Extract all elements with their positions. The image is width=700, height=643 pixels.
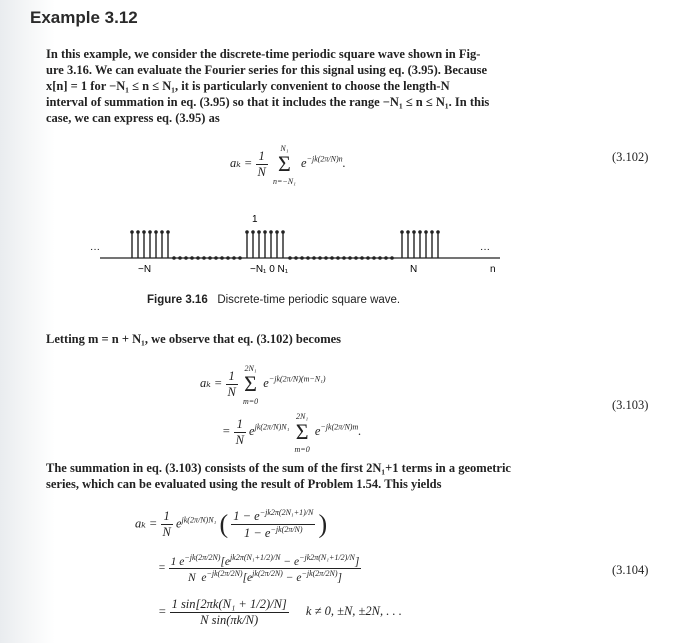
tick-label-minus-n: −N xyxy=(138,264,152,275)
stem-marker xyxy=(154,230,158,234)
zero-sample xyxy=(208,256,212,260)
stem-marker xyxy=(166,230,170,234)
stem-marker xyxy=(400,230,404,234)
equation-3-102: aₖ = $\frac{1}{N}$ N₁ Σ n=−N₁ $e^{-jk(2\pi/N)n}$. xyxy=(230,140,346,188)
intro-line: case, we can express eq. (3.95) as xyxy=(46,111,220,125)
zero-sample xyxy=(178,256,182,260)
zero-sample xyxy=(294,256,298,260)
stem-marker xyxy=(245,230,249,234)
intro-line: interval of summation in eq. (3.95) so that it includes the range −N₁ ≤ n ≤ N₁. In this xyxy=(46,95,490,109)
peak-label: 1 xyxy=(252,214,258,225)
stem-marker xyxy=(281,230,285,234)
zero-sample xyxy=(312,256,316,260)
equation-3-104-line3: = $\frac{\text{1 sin[2πk(N₁ + 1/2)/N]}}{\text{N sin(πk/N)}}$ k ≠ 0, ±N, ±2N, . . . xyxy=(158,597,402,627)
ellipsis-left: ··· xyxy=(90,244,100,255)
equation-number: (3.103) xyxy=(612,398,649,412)
stem-marker xyxy=(142,230,146,234)
zero-sample xyxy=(184,256,188,260)
equation-number: (3.104) xyxy=(612,563,649,577)
equation-3-103-line1: aₖ = $\frac{1}{N}$ 2N₁ Σ m=0 $e^{-jk(2\pi/N)(m-N_1)}$ xyxy=(200,360,326,408)
zero-sample xyxy=(360,256,364,260)
summation-symbol: 2N₁ Σ m=0 xyxy=(242,364,259,406)
intro-paragraph xyxy=(46,46,489,126)
zero-sample xyxy=(306,256,310,260)
zero-sample xyxy=(220,256,224,260)
paragraph-geometric-series: The summation in eq. (3.103) consists of the sum of the first 2N₁+1 terms in a geometric series, which can be evaluated using the result of Problem 1.54. This yields xyxy=(46,461,511,491)
zero-sample xyxy=(190,256,194,260)
zero-sample xyxy=(238,256,242,260)
zero-sample xyxy=(214,256,218,260)
zero-sample xyxy=(354,256,358,260)
zero-sample xyxy=(342,256,346,260)
zero-sample xyxy=(378,256,382,260)
intro-line: x[n] = 1 for −N₁ ≤ n ≤ N₁, it is particularly convenient to choose the length-N xyxy=(46,79,450,93)
zero-sample xyxy=(202,256,206,260)
stem-marker xyxy=(424,230,428,234)
figure-caption: Figure 3.16 Discrete-time periodic square wave. xyxy=(147,294,401,306)
stem-plot xyxy=(130,230,440,260)
stem-marker xyxy=(148,230,152,234)
ellipsis-right: ··· xyxy=(480,244,490,255)
zero-sample xyxy=(318,256,322,260)
stem-marker xyxy=(251,230,255,234)
zero-sample xyxy=(196,256,200,260)
zero-sample xyxy=(384,256,388,260)
zero-sample xyxy=(288,256,292,260)
zero-sample xyxy=(330,256,334,260)
example-heading: Example 3.12 xyxy=(30,8,138,27)
stem-marker xyxy=(406,230,410,234)
tick-label-center: −N₁ 0 N₁ xyxy=(250,264,289,275)
tick-label-n: N xyxy=(410,264,418,275)
stem-marker xyxy=(412,230,416,234)
zero-sample xyxy=(172,256,176,260)
zero-sample xyxy=(372,256,376,260)
equation-number: (3.102) xyxy=(612,150,649,164)
stem-marker xyxy=(275,230,279,234)
intro-line: In this example, we consider the discrete-time periodic square wave shown in Fig- xyxy=(46,47,481,61)
intro-line: ure 3.16. We can evaluate the Fourier series for this signal using eq. (3.95). Because xyxy=(46,63,488,77)
tick-label-axis-n: n xyxy=(490,264,496,275)
zero-sample xyxy=(390,256,394,260)
stem-marker xyxy=(430,230,434,234)
stem-marker xyxy=(257,230,261,234)
equation-3-103-line2: = $\frac{1}{N}$ $e^{jk(2\pi/N)N_1}$ 2N₁ Σ m=0 $e^{-jk(2\pi/N)m}$. xyxy=(222,408,361,456)
zero-sample xyxy=(336,256,340,260)
zero-sample xyxy=(226,256,230,260)
zero-sample xyxy=(300,256,304,260)
summation-symbol: 2N₁ Σ m=0 xyxy=(294,412,310,454)
stem-marker xyxy=(269,230,273,234)
stem-marker xyxy=(263,230,267,234)
zero-sample xyxy=(348,256,352,260)
stem-marker xyxy=(160,230,164,234)
stem-marker xyxy=(136,230,140,234)
zero-sample xyxy=(232,256,236,260)
equation-3-104-line2: = $\frac{1 e^{-jk(2\pi/2N)}[e^{jk2\pi(N_1+1/2)/N} - e^{-jk2\pi(N_1+1/2)/N}]}{N e^{-jk(2\pi/2N)}[e^{jk(2\pi/2N)} - e^{-jk(2\pi/2N)}]}$ xyxy=(158,553,360,584)
equation-3-104-line1: aₖ = $\frac{1}{N}$ $e^{jk(2\pi/N)N_1}$ ( $\frac{1 - e^{-jk2\pi(2N_1+1)/N}}{1 - e^{-jk(2\pi/N)}}$ ) xyxy=(135,508,328,541)
stem-marker xyxy=(130,230,134,234)
stem-marker xyxy=(436,230,440,234)
sentence-substitution: Letting m = n + N₁, we observe that eq. (3.102) becomes xyxy=(46,332,342,346)
zero-sample xyxy=(324,256,328,260)
square-wave-figure xyxy=(80,210,600,280)
stem-marker xyxy=(418,230,422,234)
summation-symbol: N₁ Σ n=−N₁ xyxy=(272,144,296,186)
zero-sample xyxy=(366,256,370,260)
